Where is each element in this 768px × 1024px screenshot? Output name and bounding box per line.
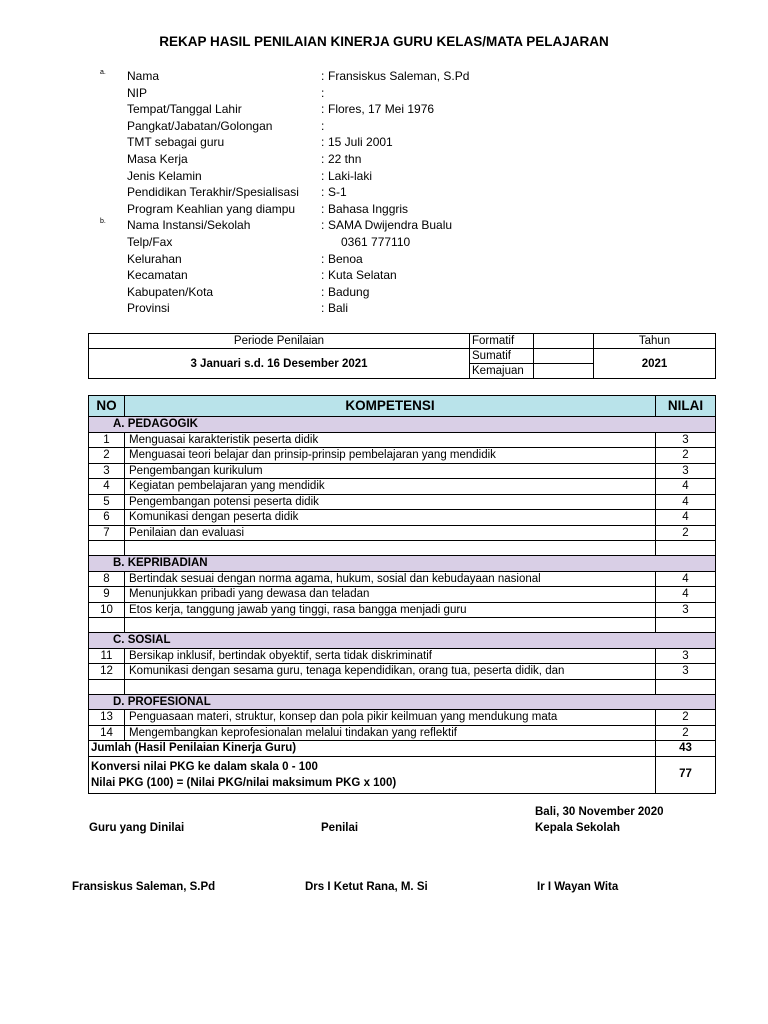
score-value: 4 (656, 479, 716, 495)
period-range: 3 Januari s.d. 16 Desember 2021 (89, 349, 470, 379)
blank-row (89, 541, 716, 556)
info-label: Nama Instansi/Sekolah (127, 218, 251, 233)
total-label: Jumlah (Hasil Penilaian Kinerja Guru) (89, 741, 656, 757)
competency-text: Kegiatan pembelajaran yang mendidik (125, 479, 656, 495)
info-colon: : (321, 185, 325, 200)
competency-text: Penguasaan materi, struktur, konsep dan pola pikir keilmuan yang mendukung mata (125, 710, 656, 726)
competency-table (88, 395, 716, 794)
info-value: Bahasa Inggris (328, 201, 409, 216)
info-label: Provinsi (127, 301, 170, 316)
conversion-line-1: Konversi nilai PKG ke dalam skala 0 - 100 (91, 760, 318, 773)
table-header-row (89, 396, 716, 417)
section-header-row (89, 694, 716, 710)
row-number: 4 (89, 479, 125, 495)
header-no: NO (89, 396, 125, 417)
section-title: C. SOSIAL (89, 633, 716, 649)
info-label: Kecamatan (127, 268, 188, 283)
assessor-name: Drs I Ketut Rana, M. Si (305, 881, 428, 893)
teacher-name: Fransiskus Saleman, S.Pd (72, 881, 216, 893)
teacher-role: Guru yang Dinilai (89, 822, 185, 834)
table-row (89, 463, 716, 479)
section-title: B. KEPRIBADIAN (89, 556, 716, 572)
head-role: Kepala Sekolah (535, 822, 621, 834)
section-header-row (89, 633, 716, 649)
info-colon: : (321, 118, 325, 133)
score-value: 2 (656, 710, 716, 726)
info-label: Kabupaten/Kota (127, 284, 214, 299)
total-row (89, 741, 716, 757)
table-row (89, 525, 716, 541)
conversion-label (89, 756, 656, 793)
blank-cell (656, 618, 716, 633)
row-number: 8 (89, 571, 125, 587)
competency-text: Menunjukkan pribadi yang dewasa dan teladan (125, 587, 656, 603)
conversion-value: 77 (656, 756, 716, 793)
blank-cell (125, 541, 656, 556)
header-kompetensi: KOMPETENSI (125, 396, 656, 417)
blank-cell (89, 679, 125, 694)
info-label: Tempat/Tanggal Lahir (127, 102, 242, 117)
table-row (89, 448, 716, 464)
table-row (89, 494, 716, 510)
info-value: Badung (328, 284, 370, 299)
info-label: Kelurahan (127, 251, 182, 266)
competency-text: Pengembangan kurikulum (125, 463, 656, 479)
info-colon: : (321, 251, 325, 266)
score-value: 3 (656, 664, 716, 680)
info-colon: : (321, 284, 325, 299)
info-value: Fransiskus Saleman, S.Pd (328, 69, 470, 83)
head-name: Ir I Wayan Wita (537, 881, 619, 893)
info-value: Bali (328, 301, 349, 316)
competency-text: Komunikasi dengan peserta didik (125, 510, 656, 526)
row-number: 3 (89, 463, 125, 479)
total-value: 43 (656, 741, 716, 757)
competency-text: Etos kerja, tanggung jawab yang tinggi, rasa bangga menjadi guru (125, 602, 656, 618)
info-value: Laki-laki (328, 168, 373, 183)
conversion-line-2: Nilai PKG (100) = (Nilai PKG/nilai maksimum PKG x 100) (91, 776, 397, 789)
info-colon: : (321, 69, 325, 83)
table-row (89, 664, 716, 680)
table-row (89, 710, 716, 726)
score-value: 3 (656, 432, 716, 448)
info-value: 22 thn (328, 151, 362, 166)
info-label: TMT sebagai guru (127, 135, 225, 150)
row-number: 7 (89, 525, 125, 541)
score-value: 4 (656, 494, 716, 510)
score-value: 4 (656, 587, 716, 603)
table-row (89, 648, 716, 664)
section-header-row (89, 417, 716, 433)
info-colon: : (321, 201, 325, 216)
section-header-row (89, 556, 716, 572)
info-value: S-1 (328, 185, 347, 200)
period-table (88, 333, 716, 379)
row-number: 2 (89, 448, 125, 464)
blank-cell (656, 541, 716, 556)
competency-text: Menguasai teori belajar dan prinsip-prinsip pembelajaran yang mendidik (125, 448, 656, 464)
competency-text: Menguasai karakteristik peserta didik (125, 432, 656, 448)
year-value: 2021 (594, 349, 716, 379)
info-label: NIP (127, 85, 148, 100)
info-label: Masa Kerja (127, 151, 188, 166)
info-label: Pendidikan Terakhir/Spesialisasi (127, 185, 299, 200)
blank-cell (89, 541, 125, 556)
table-row (89, 571, 716, 587)
info-value: 15 Juli 2001 (328, 135, 393, 150)
period-type-formatif-box (534, 334, 594, 349)
row-number: 12 (89, 664, 125, 680)
period-type-formatif: Formatif (470, 334, 534, 349)
row-number: 1 (89, 432, 125, 448)
header-nilai: NILAI (656, 396, 716, 417)
blank-cell (125, 679, 656, 694)
blank-row (89, 618, 716, 633)
score-value: 3 (656, 648, 716, 664)
info-colon: : (321, 85, 325, 100)
signature-date: Bali, 30 November 2020 (535, 806, 664, 818)
info-colon: : (321, 301, 325, 316)
info-label: Program Keahlian yang diampu (127, 201, 296, 216)
table-row (89, 725, 716, 741)
info-label: Pangkat/Jabatan/Golongan (127, 118, 273, 133)
competency-text: Komunikasi dengan sesama guru, tenaga kependidikan, orang tua, peserta didik, dan (125, 664, 656, 680)
row-number: 10 (89, 602, 125, 618)
row-number: 6 (89, 510, 125, 526)
row-number: 11 (89, 648, 125, 664)
blank-cell (656, 679, 716, 694)
competency-text: Pengembangan potensi peserta didik (125, 494, 656, 510)
info-colon: : (321, 268, 325, 283)
year-header: Tahun (594, 334, 716, 349)
section-title: D. PROFESIONAL (89, 694, 716, 710)
info-marker: a. (100, 69, 106, 76)
blank-cell (125, 618, 656, 633)
period-header: Periode Penilaian (89, 334, 470, 349)
score-value: 2 (656, 725, 716, 741)
section-title: A. PEDAGOGIK (89, 417, 716, 433)
score-value: 3 (656, 463, 716, 479)
competency-text: Mengembangkan keprofesionalan melalui tindakan yang reflektif (125, 725, 656, 741)
document-title: REKAP HASIL PENILAIAN KINERJA GURU KELAS/MATA PELAJARAN (159, 34, 609, 49)
info-colon: : (321, 151, 325, 166)
competency-text: Bertindak sesuai dengan norma agama, hukum, sosial dan kebudayaan nasional (125, 571, 656, 587)
info-marker: b. (100, 218, 106, 226)
blank-cell (89, 618, 125, 633)
table-row (89, 432, 716, 448)
info-value: Benoa (328, 251, 363, 266)
row-number: 13 (89, 710, 125, 726)
blank-row (89, 679, 716, 694)
row-number: 9 (89, 587, 125, 603)
info-colon: : (321, 135, 325, 150)
row-number: 14 (89, 725, 125, 741)
table-row (89, 510, 716, 526)
period-type-sumatif-box (534, 349, 594, 364)
score-value: 2 (656, 525, 716, 541)
competency-text: Bersikap inklusif, bertindak obyektif, serta tidak diskriminatif (125, 648, 656, 664)
info-value: Kuta Selatan (328, 268, 397, 283)
info-label: Nama (127, 69, 160, 83)
info-label: Jenis Kelamin (127, 168, 202, 183)
assessor-role: Penilai (321, 822, 359, 834)
period-type-kemajuan: Kemajuan (470, 364, 534, 379)
info-value: Flores, 17 Mei 1976 (328, 102, 435, 117)
score-value: 2 (656, 448, 716, 464)
info-value: 0361 777110 (341, 234, 411, 249)
score-value: 3 (656, 602, 716, 618)
info-label: Telp/Fax (127, 234, 173, 249)
conversion-row (89, 756, 716, 793)
period-type-kemajuan-box (534, 364, 594, 379)
info-colon: : (321, 168, 325, 183)
row-number: 5 (89, 494, 125, 510)
info-colon: : (321, 218, 325, 233)
competency-text: Penilaian dan evaluasi (125, 525, 656, 541)
score-value: 4 (656, 510, 716, 526)
score-value: 4 (656, 571, 716, 587)
info-colon: : (321, 102, 325, 117)
table-row (89, 479, 716, 495)
period-type-sumatif: Sumatif (470, 349, 534, 364)
info-value: SAMA Dwijendra Bualu (328, 218, 453, 233)
table-row (89, 587, 716, 603)
table-row (89, 602, 716, 618)
